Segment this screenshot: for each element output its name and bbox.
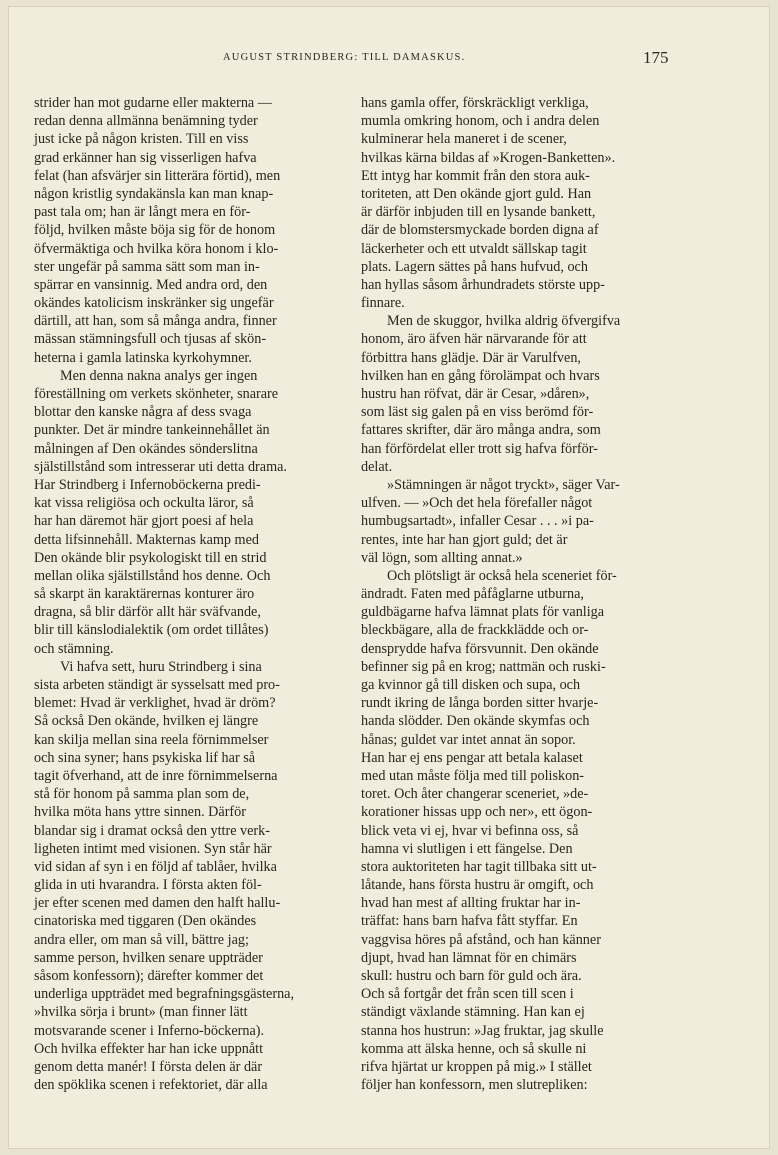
text-line: så skarpt än karaktärernas konturer äro xyxy=(34,586,255,603)
text-line: strider han mot gudarne eller makterna — xyxy=(34,95,272,111)
text-line: kat vissa religiösa och ockulta läror, så xyxy=(34,495,254,512)
text-line: Och plötsligt är också hela sceneriet för- xyxy=(387,567,617,584)
text-line: underliga uppträdet med begrafningsgästerna, xyxy=(34,986,295,1003)
left-column xyxy=(34,94,344,1094)
text-line: och sina syner; hans psykiska lif har så xyxy=(34,749,256,766)
text-line: hans gamla offer, förskräckligt verkliga, xyxy=(361,95,589,111)
page-number: 175 xyxy=(643,48,669,67)
text-line: vid sidan af syn i en följd af tablåer, hvilka xyxy=(34,858,277,875)
text-line: grad erkänner han sig visserligen hafva xyxy=(34,149,257,166)
text-line: mumla omkring honom, och i andra delen xyxy=(361,113,600,130)
text-line: mellan olika själstillstånd hos denne. Och xyxy=(34,567,271,584)
text-line: Ett intyg har kommit från den stora auk- xyxy=(361,167,590,184)
text-line: genom detta manér! I första delen är där xyxy=(34,1058,263,1075)
text-line: låtande, hans första hustru är omgift, och xyxy=(361,877,594,894)
text-line: glida in uti hvarandra. I första akten föl- xyxy=(34,877,262,894)
text-line: finnare. xyxy=(361,295,405,312)
text-line: stora auktoriteten har tagit tillbaka sitt ut- xyxy=(361,858,597,875)
text-line: blandar sig i dramat också den yttre verk- xyxy=(34,822,270,839)
text-line: blottar den kanske några af dess svaga xyxy=(34,404,252,421)
running-title: AUGUST STRINDBERG: TILL DAMASKUS. xyxy=(223,52,466,63)
text-line: dragna, så blir därför allt här sväfvande, xyxy=(34,604,261,621)
text-line: Har Strindberg i Infernoböckerna predi- xyxy=(34,476,261,493)
text-line: toret. Och åter changerar sceneriet, »de- xyxy=(361,786,589,803)
text-line: spärrar en vansinnig. Med andra ord, den xyxy=(34,276,268,293)
text-line: ständigt växlande stämning. Han kan ej xyxy=(361,1004,585,1021)
text-line: ulfven. — »Och det hela förefaller något xyxy=(361,495,593,512)
text-line: toriteten, att Den okände gjort guld. Han xyxy=(361,185,592,202)
text-line: densprydde hafva försvunnit. Den okände xyxy=(361,640,599,657)
text-line: hvad han mest af allting fruktar har in- xyxy=(361,895,581,912)
text-line: hvilken han en gång förolämpat och hvars xyxy=(361,367,600,384)
text-line: hvilkas kärna bildas af »Krogen-Banketten». xyxy=(361,149,616,166)
text-line: rundt ikring de långa borden sitter hvarje- xyxy=(361,695,599,712)
text-line: såsom konfessorn); därefter kommer det xyxy=(34,968,264,984)
text-line: träffat: hans barn hafva fått styffar. En xyxy=(361,913,578,930)
text-line: Den okände blir psykologiskt till en strid xyxy=(34,549,267,566)
page-header xyxy=(8,48,770,72)
text-line: läckerheter och ett utvaldt sällskap tagit xyxy=(361,240,587,257)
text-line: förbittra hans glädje. Där är Varulfven, xyxy=(361,349,581,366)
text-line: stå för honom på samma plan som de, xyxy=(34,786,250,803)
text-line: väl lögn, som allting annat.» xyxy=(361,549,523,566)
text-line: guldbägarne hafva lämnat plats för vanliga xyxy=(361,604,605,621)
text-line: har han däremot här gjort poesi af hela xyxy=(34,513,254,530)
text-line: vaggvisa höres på afstånd, och han känner xyxy=(361,931,601,948)
text-line: ga kvinnor gå till disken och supa, och xyxy=(361,677,581,693)
text-line: blemet: Hvad är verklighet, hvad är dröm? xyxy=(34,695,276,712)
text-line: djupt, hvad han lämnat för en chimärs xyxy=(361,949,577,966)
text-line: stanna hos hustrun: »Jag fruktar, jag skulle xyxy=(361,1022,604,1039)
text-line: Men denna nakna analys ger ingen xyxy=(60,367,258,384)
text-line: han hyllas såsom århundradets störste upp- xyxy=(361,276,605,293)
text-line: rifva hjärtat ur kroppen på mig.» I stället xyxy=(361,1058,592,1075)
text-line: blick veta vi ej, hvar vi befinna oss, så xyxy=(361,822,579,839)
text-line: skull: hustru och barn för guld och ära. xyxy=(361,968,582,984)
text-line: just icke på någon kristen. Till en viss xyxy=(34,131,249,148)
text-line: mässan stämningsfull och tjusas af skön- xyxy=(34,331,267,348)
text-line: okändes katolicism inskränker sig ungefär xyxy=(34,295,274,312)
text-line: sista arbeten ständigt är sysselsatt med pro- xyxy=(34,677,280,693)
text-line: därtill, att han, som så många andra, finner xyxy=(34,313,277,330)
text-line: samme person, hvilken senare uppträder xyxy=(34,949,263,966)
right-column xyxy=(361,94,671,1094)
text-line: hamna vi slutligen i ett fängelse. Den xyxy=(361,840,573,857)
text-line: bleckbägare, alla de frackklädde och or- xyxy=(361,622,589,639)
text-line: föreställning om verkets skönheter, snarare xyxy=(34,386,279,402)
text-line: plats. Lagern sättes på hans hufvud, och xyxy=(361,258,588,275)
text-line: kulminerar hela maneret i de scener, xyxy=(361,131,567,148)
text-line: där de blomstersmyckade borden digna af xyxy=(361,222,599,239)
book-page xyxy=(8,6,770,1149)
text-line: någon kristlig syndakänsla kan man knap- xyxy=(34,185,274,202)
text-line: själstillstånd som intresserar uti detta drama. xyxy=(34,458,287,475)
text-line: Så också Den okände, hvilken ej längre xyxy=(34,713,259,730)
text-line: som läst sig galen på en viss berömd för- xyxy=(361,404,594,421)
text-line: ändradt. Faten med påfåglarne utburna, xyxy=(361,586,584,603)
text-line: jer efter scenen med damen den halft hallu- xyxy=(34,895,281,912)
text-line: Och så fortgår det från scen till scen i xyxy=(361,986,574,1003)
text-line: öfvermäktiga och hvilka köra honom i klo- xyxy=(34,240,279,257)
text-line: han förfördelat eller trott sig hafva förför- xyxy=(361,440,598,457)
text-line: delat. xyxy=(361,458,393,475)
text-line: Men de skuggor, hvilka aldrig öfvergifva xyxy=(387,313,621,330)
text-line: den spöklika scenen i refektoriet, där alla xyxy=(34,1077,268,1094)
text-line: hustru han röfvat, där är Cesar, »dåren», xyxy=(361,386,590,402)
text-line: detta lifsinnehåll. Makternas kamp med xyxy=(34,531,259,548)
text-line: Vi hafva sett, huru Strindberg i sina xyxy=(60,658,262,675)
text-line: och stämning. xyxy=(34,640,114,657)
text-line: följd, hvilken måste böja sig för de honom xyxy=(34,222,276,239)
text-line: korationer hissas upp och ner», ett ögon- xyxy=(361,804,593,821)
text-line: handa slödder. Den okände skymfas och xyxy=(361,713,590,730)
text-line: kan skilja mellan sina reela förnimmelser xyxy=(34,731,269,748)
text-line: målningen af Den okändes sönderslitna xyxy=(34,440,258,457)
text-line: honom, äro äfven här närvarande för att xyxy=(361,331,587,348)
text-line: Han har ej ens pengar att betala kalaset xyxy=(361,749,583,766)
text-line: punkter. Det är mindre tankeinnehållet än xyxy=(34,422,270,439)
text-line: »Stämningen är något tryckt», säger Var- xyxy=(387,476,620,493)
text-line: hvilka möta hans yttre sinnen. Därför xyxy=(34,804,246,821)
text-line: rentes, inte har han gjort guld; det är xyxy=(361,531,568,548)
text-line: redan denna allmänna benämning tyder xyxy=(34,113,258,130)
text-line: komma att älska henne, och så skulle ni xyxy=(361,1040,587,1057)
text-line: andra eller, om man så vill, bättre jag; xyxy=(34,931,249,948)
text-line: felat (han afsvärjer sin litterära förtid), men xyxy=(34,167,281,184)
text-line: ster ungefär på samma sätt som man in- xyxy=(34,258,260,275)
text-line: cinatoriska med tiggaren (Den okändes xyxy=(34,913,257,930)
text-line: blir till känslodialektik (om ordet tillåtes) xyxy=(34,622,269,639)
text-line: ligheten intimt med visionen. Syn står här xyxy=(34,840,272,857)
text-line: humbugsartadt», infaller Cesar . . . »i pa- xyxy=(361,513,594,530)
text-line: Och hvilka effekter har han icke uppnått xyxy=(34,1040,264,1057)
text-line: tagit öfverhand, att de inre förnimmelserna xyxy=(34,767,278,784)
text-line: fattares skrifter, där äro många andra, som xyxy=(361,422,601,439)
text-line: hånas; guldet var intet annat än sopor. xyxy=(361,731,576,748)
text-line: past tala om; han är långt mera en för- xyxy=(34,204,251,221)
text-line: är därför inbjuden till en lysande bankett, xyxy=(361,204,596,221)
text-line: med utan måste följa med till poliskon- xyxy=(361,767,585,784)
text-line: motsvarande scener i Inferno-böckerna). xyxy=(34,1022,265,1039)
text-line: befinner sig på en krog; nattmän och ruski- xyxy=(361,658,606,675)
text-line: heterna i gamla latinska kyrkohymner. xyxy=(34,349,252,366)
text-line: följer han konfessorn, men slutrepliken: xyxy=(361,1077,588,1094)
text-line: »hvilka sörja i brunt» (man finner lätt xyxy=(34,1004,248,1021)
